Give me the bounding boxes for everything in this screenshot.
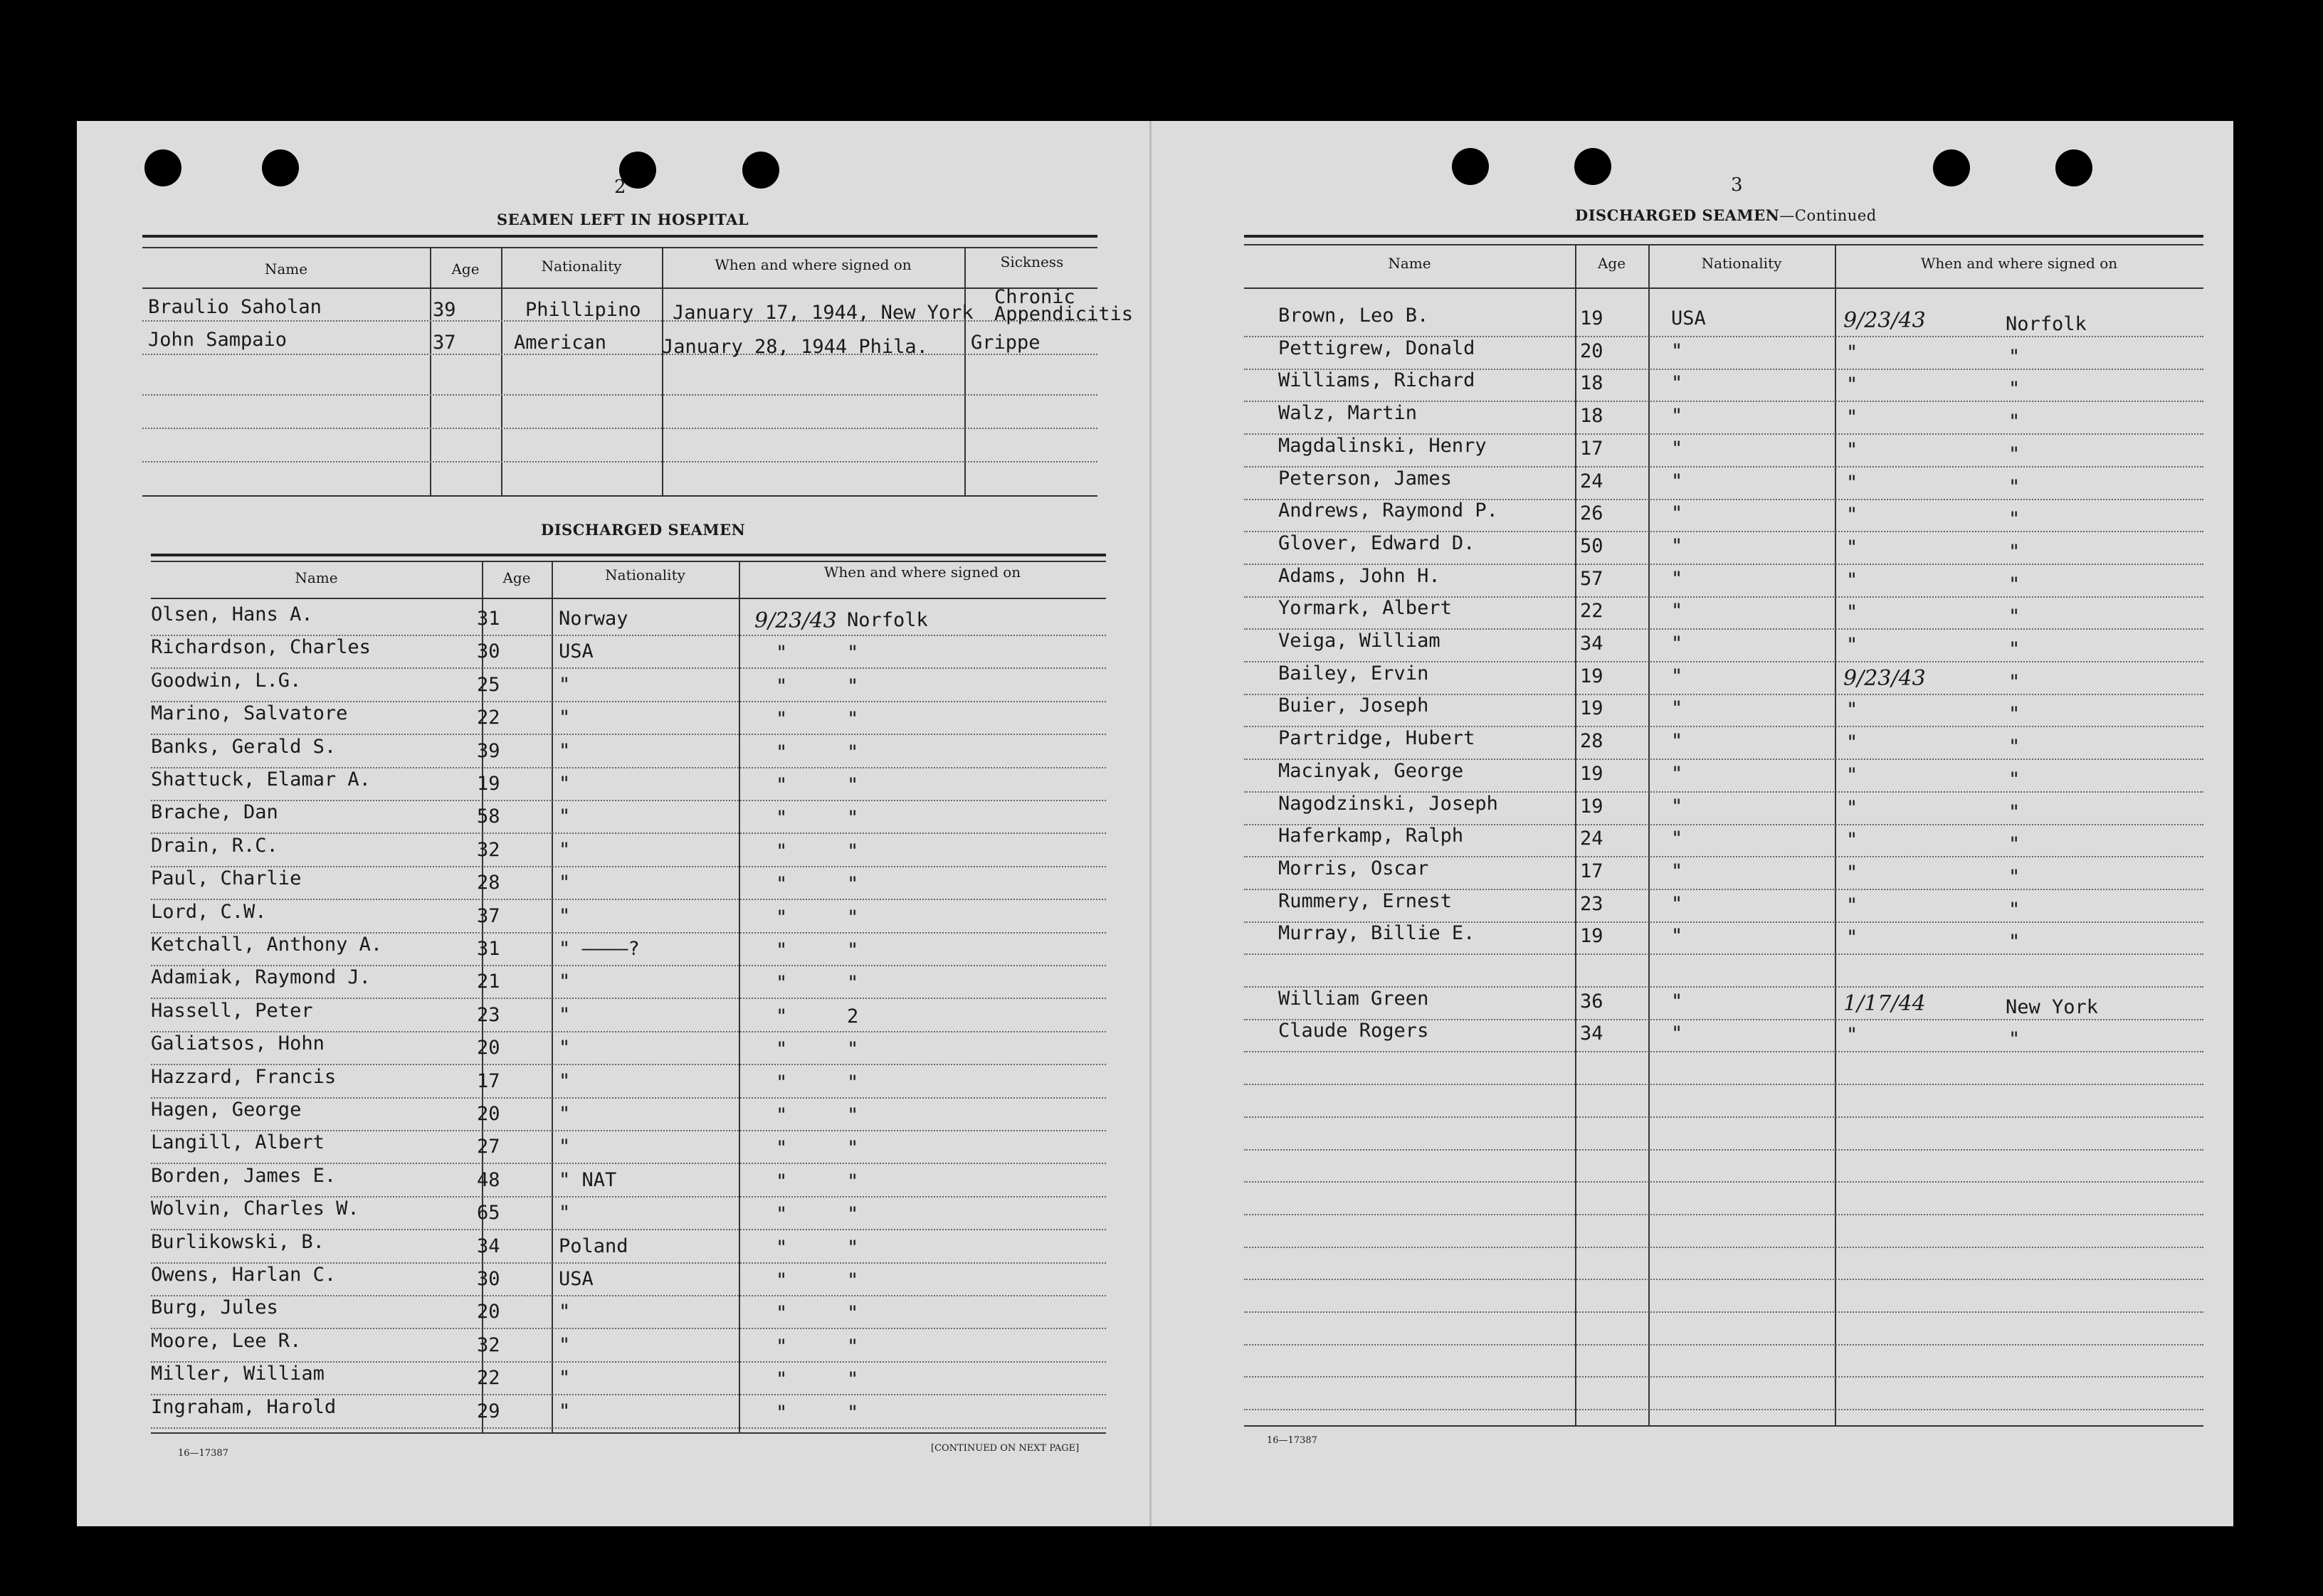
signed-on: January 28, 1944 Phila. <box>662 336 928 358</box>
signed-on-place: Norfolk <box>2006 313 2087 335</box>
seaman-name: Borden, James E. <box>151 1165 337 1187</box>
signed-on-place: " <box>2008 541 2021 563</box>
seaman-nationality: " <box>559 805 571 828</box>
seaman-age: 23 <box>1580 893 1603 915</box>
signed-on-date: " <box>776 1203 788 1225</box>
signed-on-place: " <box>847 708 859 730</box>
seaman-nationality: Poland <box>559 1235 628 1257</box>
signed-on-place: " <box>2008 703 2021 725</box>
seaman-nationality: American <box>514 332 607 354</box>
title-continued: —Continued <box>1779 207 1877 224</box>
title-bold: DISCHARGED SEAMEN <box>1575 206 1780 224</box>
seaman-age: 18 <box>1580 405 1603 427</box>
signed-on-place: " <box>2008 508 2021 530</box>
punch-hole <box>262 149 299 186</box>
seaman-name: Miller, William <box>151 1363 325 1385</box>
signed-on-place: " <box>847 741 859 763</box>
signed-on-date: " <box>1846 342 1858 364</box>
signed-on-date: " <box>1846 829 1858 851</box>
seaman-age: 32 <box>477 1334 500 1356</box>
col-header-age: Age <box>502 569 531 586</box>
seaman-name: Ketchall, Anthony A. <box>151 934 383 956</box>
seaman-age: 57 <box>1580 568 1603 590</box>
signed-on-place: " <box>847 642 859 664</box>
center-fold <box>1149 121 1152 1526</box>
signed-on-place: " <box>2008 736 2021 758</box>
signed-on-date: " <box>776 1137 788 1159</box>
seaman-age: 58 <box>477 805 500 828</box>
signed-on-place: " <box>2008 866 2021 888</box>
signed-on-date: " <box>776 840 788 862</box>
seaman-name: Yormark, Albert <box>1278 597 1452 619</box>
seaman-nationality: " <box>1671 990 1683 1013</box>
seaman-name: Drain, R.C. <box>151 835 278 857</box>
sickness: Grippe <box>971 332 1041 354</box>
signed-on-place: " <box>847 1072 859 1094</box>
form-number: 16—17387 <box>178 1448 228 1459</box>
seaman-nationality: " <box>1671 438 1683 460</box>
punch-hole <box>1574 148 1611 185</box>
seaman-name: Walz, Martin <box>1278 402 1418 424</box>
seaman-age: 30 <box>477 640 500 662</box>
seaman-nationality: " <box>1671 665 1683 687</box>
signed-on-date: " <box>1846 504 1858 526</box>
signed-on-date: " <box>776 774 788 796</box>
sickness: Appendicitis <box>994 303 1134 325</box>
signed-on-date: " <box>776 708 788 730</box>
seaman-age: 39 <box>433 299 456 321</box>
signed-on-date: " <box>776 972 788 994</box>
seaman-nationality: " <box>559 872 571 894</box>
signed-on-place: " <box>2008 899 2021 921</box>
seaman-name: Owens, Harlan C. <box>151 1264 337 1286</box>
seaman-nationality: " <box>1671 697 1683 719</box>
seaman-name: Haferkamp, Ralph <box>1278 825 1464 847</box>
signed-on-place: " <box>2008 833 2021 855</box>
seaman-name: Peterson, James <box>1278 467 1452 490</box>
seaman-age: 18 <box>1580 372 1603 394</box>
seaman-nationality: " <box>1671 600 1683 622</box>
signed-on-date: " <box>776 1170 788 1193</box>
signed-on-date: " <box>776 1269 788 1291</box>
signed-on-place: " <box>2008 801 2021 823</box>
seaman-age: 34 <box>1580 1022 1603 1045</box>
seaman-name: Bailey, Ervin <box>1278 662 1429 685</box>
seaman-age: 24 <box>1580 828 1603 850</box>
seaman-name: Pettigrew, Donald <box>1278 337 1475 359</box>
signed-on-date: " <box>776 1038 788 1060</box>
seaman-name: Langill, Albert <box>151 1131 325 1153</box>
seaman-name: Glover, Edward D. <box>1278 532 1475 554</box>
seaman-age: 22 <box>477 1367 500 1389</box>
signed-on-place: " <box>847 1336 859 1358</box>
seaman-name: Braulio Saholan <box>148 296 322 318</box>
signed-on-place: " <box>2008 476 2021 498</box>
seaman-nationality: " <box>1671 828 1683 850</box>
seaman-age: 19 <box>1580 307 1603 329</box>
seaman-nationality: " <box>1671 925 1683 947</box>
seaman-age: 20 <box>477 1037 500 1059</box>
col-header-signed-on: When and where signed on <box>1920 255 2118 272</box>
punch-hole <box>144 149 181 186</box>
col-header-name: Name <box>1388 255 1431 272</box>
signed-on-place: " <box>847 807 859 829</box>
seaman-name: Hazzard, Francis <box>151 1066 337 1088</box>
seaman-nationality: " <box>559 1136 571 1158</box>
signed-on-date: " <box>1846 406 1858 428</box>
seaman-nationality: " <box>559 839 571 861</box>
signed-on-place: " <box>847 840 859 862</box>
seaman-name: Olsen, Hans A. <box>151 603 313 625</box>
seaman-nationality: " <box>559 1103 571 1125</box>
seaman-age: 21 <box>477 971 500 993</box>
signed-on-place: " <box>2008 378 2021 400</box>
continued-note: [CONTINUED ON NEXT PAGE] <box>931 1443 1080 1454</box>
seaman-age: 17 <box>1580 438 1603 460</box>
signed-on-date: " <box>1846 634 1858 656</box>
seaman-age: 19 <box>1580 796 1603 818</box>
seaman-age: 24 <box>1580 470 1603 492</box>
signed-on-place: " <box>847 1170 859 1193</box>
signed-on-place: " <box>847 675 859 697</box>
seaman-name: Murray, Billie E. <box>1278 922 1475 944</box>
seaman-nationality: " <box>1671 763 1683 785</box>
seaman-age: 20 <box>1580 340 1603 362</box>
signed-on-place: " <box>2008 638 2021 660</box>
seaman-name: Lord, C.W. <box>151 901 267 923</box>
seaman-name: Rummery, Ernest <box>1278 890 1452 912</box>
seaman-age: 31 <box>477 608 500 630</box>
signed-on-place: " <box>847 1302 859 1324</box>
seaman-age: 34 <box>1580 633 1603 655</box>
signed-on-date: " <box>1846 894 1858 916</box>
seaman-nationality: Norway <box>559 608 628 630</box>
seaman-nationality: " <box>559 1037 571 1059</box>
seaman-name: Adamiak, Raymond J. <box>151 966 371 988</box>
seaman-name: Galiatsos, Hohn <box>151 1032 325 1055</box>
seaman-nationality: " <box>1671 405 1683 427</box>
signed-on-place: " <box>847 1038 859 1060</box>
seaman-age: 39 <box>477 740 500 762</box>
signed-on-date: " <box>1846 764 1858 786</box>
seaman-nationality: " <box>1671 535 1683 557</box>
seaman-name: Williams, Richard <box>1278 369 1475 391</box>
page-number: 3 <box>1731 174 1743 196</box>
signed-on-date: " <box>1846 472 1858 494</box>
seaman-nationality: " <box>1671 340 1683 362</box>
signed-on-place: " <box>847 1402 859 1424</box>
seaman-age: 26 <box>1580 502 1603 524</box>
seaman-name: Partridge, Hubert <box>1278 727 1475 749</box>
seaman-name: Veiga, William <box>1278 630 1440 652</box>
signed-on-date: 9/23/43 <box>1843 666 1926 691</box>
seaman-name: Andrews, Raymond P. <box>1278 500 1498 522</box>
col-header-name: Name <box>295 569 338 586</box>
signed-on-place: " <box>2008 411 2021 433</box>
col-header-sickness: Sickness <box>1000 253 1064 270</box>
seaman-name: Adams, John H. <box>1278 565 1440 587</box>
seaman-nationality: " <box>559 1070 571 1092</box>
signed-on-date: " <box>776 907 788 929</box>
seaman-age: 19 <box>1580 763 1603 785</box>
seaman-name: Marino, Salvatore <box>151 702 348 724</box>
punch-hole <box>1452 148 1489 185</box>
seaman-age: 23 <box>477 1004 500 1026</box>
seaman-name: Shattuck, Elamar A. <box>151 768 371 791</box>
seaman-nationality: " <box>559 707 571 729</box>
seaman-name: Burg, Jules <box>151 1296 278 1318</box>
signed-on-date: " <box>776 873 788 895</box>
seaman-name: John Sampaio <box>148 329 288 351</box>
seaman-age: 30 <box>477 1268 500 1290</box>
seaman-name: Richardson, Charles <box>151 636 371 658</box>
seaman-name: Wolvin, Charles W. <box>151 1198 359 1220</box>
col-header-age: Age <box>1597 255 1626 272</box>
signed-on-date: " <box>1846 1024 1858 1046</box>
seaman-nationality: " <box>559 905 571 927</box>
signed-on-date: " <box>776 1368 788 1390</box>
seaman-nationality: " <box>559 971 571 993</box>
signed-on-date: " <box>776 1237 788 1259</box>
seaman-age: 19 <box>477 773 500 795</box>
signed-on-date: 1/17/44 <box>1843 991 1926 1016</box>
signed-on-date: " <box>776 675 788 697</box>
seaman-age: 22 <box>477 707 500 729</box>
signed-on-date: " <box>776 1402 788 1424</box>
signed-on-date: 9/23/43 <box>754 608 837 633</box>
seaman-nationality: " <box>559 674 571 696</box>
signed-on-date: " <box>776 939 788 961</box>
col-header-age: Age <box>451 260 480 278</box>
signed-on-place: " <box>847 1137 859 1159</box>
seaman-age: 17 <box>1580 860 1603 882</box>
punch-hole <box>2055 149 2092 186</box>
seaman-nationality: " <box>1671 633 1683 655</box>
signed-on-date: " <box>776 1336 788 1358</box>
signed-on-place: " <box>847 1104 859 1126</box>
signed-on-place: New York <box>2006 996 2099 1018</box>
signed-on-place: " <box>847 1368 859 1390</box>
seaman-name: Morris, Oscar <box>1278 857 1429 879</box>
signed-on-place: " <box>847 774 859 796</box>
seaman-name: Magdalinski, Henry <box>1278 435 1487 457</box>
seaman-age: 29 <box>477 1400 500 1422</box>
section-title-discharged: DISCHARGED SEAMEN <box>541 521 746 539</box>
seaman-name: Brown, Leo B. <box>1278 305 1429 327</box>
col-header-signed-on: When and where signed on <box>823 564 1021 581</box>
section-title-hospital: SEAMEN LEFT IN HOSPITAL <box>497 211 749 228</box>
seaman-name: Hagen, George <box>151 1099 302 1121</box>
signed-on-place: " <box>2008 443 2021 465</box>
signed-on-place: 2 <box>847 1005 859 1027</box>
seaman-age: 31 <box>477 938 500 960</box>
seaman-nationality: " <box>1671 796 1683 818</box>
signed-on-date: " <box>1846 699 1858 721</box>
signed-on-date: " <box>776 1005 788 1027</box>
seaman-nationality: " <box>559 1367 571 1389</box>
seaman-nationality: " ————? <box>559 938 640 960</box>
signed-on-place: " <box>847 1237 859 1259</box>
signed-on-date: " <box>776 1302 788 1324</box>
seaman-nationality: " <box>1671 470 1683 492</box>
signed-on-date: " <box>1846 862 1858 884</box>
seaman-nationality: " <box>559 740 571 762</box>
seaman-nationality: USA <box>1671 307 1706 329</box>
seaman-nationality: " <box>1671 568 1683 590</box>
col-header-nationality: Nationality <box>605 566 685 583</box>
signed-on-date: " <box>1846 601 1858 623</box>
seaman-name: Buier, Joseph <box>1278 694 1429 717</box>
seaman-name: Hassell, Peter <box>151 1000 313 1022</box>
seaman-name: Burlikowski, B. <box>151 1231 325 1253</box>
seaman-age: 27 <box>477 1136 500 1158</box>
seaman-name: William Green <box>1278 988 1429 1010</box>
seaman-age: 25 <box>477 674 500 696</box>
col-header-name: Name <box>264 260 308 278</box>
form-number: 16—17387 <box>1267 1435 1317 1446</box>
col-header-nationality: Nationality <box>1701 255 1782 272</box>
signed-on-place: " <box>2008 768 2021 791</box>
seaman-name: Macinyak, George <box>1278 760 1464 782</box>
seaman-nationality: " NAT <box>559 1169 617 1191</box>
seaman-name: Ingraham, Harold <box>151 1396 337 1418</box>
seaman-name: Moore, Lee R. <box>151 1330 302 1352</box>
signed-on-date: " <box>776 807 788 829</box>
signed-on-date: " <box>776 741 788 763</box>
seaman-age: 22 <box>1580 600 1603 622</box>
signed-on-date: " <box>1846 537 1858 559</box>
signed-on-date: " <box>776 1072 788 1094</box>
seaman-nationality: " <box>1671 502 1683 524</box>
signed-on-date: " <box>1846 926 1858 948</box>
seaman-nationality: " <box>559 773 571 795</box>
punch-hole <box>1933 149 1970 186</box>
seaman-nationality: " <box>1671 860 1683 882</box>
signed-on-date: " <box>1846 374 1858 396</box>
seaman-age: 19 <box>1580 697 1603 719</box>
signed-on-place: " <box>2008 346 2021 368</box>
seaman-nationality: " <box>1671 893 1683 915</box>
sickness: Chronic <box>994 286 1075 308</box>
signed-on-place: " <box>2008 606 2021 628</box>
seaman-age: 36 <box>1580 990 1603 1013</box>
seaman-age: 37 <box>433 332 456 354</box>
seaman-nationality: " <box>559 1004 571 1026</box>
signed-on-place: " <box>847 1203 859 1225</box>
punch-hole <box>742 152 779 189</box>
signed-on-place: " <box>847 907 859 929</box>
signed-on-date: " <box>1846 569 1858 591</box>
seaman-nationality: USA <box>559 1268 594 1290</box>
seaman-nationality: Phillipino <box>525 299 641 321</box>
signed-on-place: " <box>2008 931 2021 953</box>
signed-on-date: " <box>1846 439 1858 461</box>
signed-on-place: Norfolk <box>847 609 928 631</box>
signed-on-place: " <box>2008 1028 2021 1050</box>
seaman-nationality: " <box>1671 1022 1683 1045</box>
seaman-nationality: " <box>559 1334 571 1356</box>
seaman-nationality: " <box>1671 372 1683 394</box>
seaman-age: 32 <box>477 839 500 861</box>
seaman-age: 34 <box>477 1235 500 1257</box>
col-header-nationality: Nationality <box>541 258 622 275</box>
seaman-age: 50 <box>1580 535 1603 557</box>
signed-on-place: " <box>847 972 859 994</box>
seaman-age: 20 <box>477 1301 500 1323</box>
seaman-name: Banks, Gerald S. <box>151 736 337 758</box>
seaman-nationality: " <box>559 1400 571 1422</box>
seaman-age: 28 <box>477 872 500 894</box>
seaman-nationality: " <box>559 1202 571 1224</box>
seaman-age: 37 <box>477 905 500 927</box>
seaman-age: 28 <box>1580 730 1603 752</box>
seaman-age: 17 <box>477 1070 500 1092</box>
signed-on: January 17, 1944, New York <box>673 302 974 324</box>
signed-on-date: 9/23/43 <box>1843 308 1926 333</box>
signed-on-place: " <box>2008 671 2021 693</box>
signed-on-place: " <box>847 1269 859 1291</box>
seaman-age: 48 <box>477 1169 500 1191</box>
seaman-name: Paul, Charlie <box>151 867 302 889</box>
signed-on-place: " <box>847 873 859 895</box>
seaman-age: 65 <box>477 1202 500 1224</box>
seaman-nationality: USA <box>559 640 594 662</box>
seaman-name: Nagodzinski, Joseph <box>1278 793 1498 815</box>
signed-on-place: " <box>2008 574 2021 596</box>
seaman-age: 20 <box>477 1103 500 1125</box>
section-title-discharged-continued <box>1575 206 1877 224</box>
col-header-signed-on: When and where signed on <box>715 256 912 273</box>
seaman-age: 19 <box>1580 925 1603 947</box>
seaman-name: Goodwin, L.G. <box>151 670 302 692</box>
signed-on-date: " <box>1846 797 1858 819</box>
signed-on-place: " <box>847 939 859 961</box>
page-number: 2 <box>614 176 626 198</box>
signed-on-date: " <box>776 1104 788 1126</box>
seaman-age: 19 <box>1580 665 1603 687</box>
signed-on-date: " <box>1846 731 1858 754</box>
seaman-name: Claude Rogers <box>1278 1020 1429 1042</box>
seaman-nationality: " <box>559 1301 571 1323</box>
seaman-name: Brache, Dan <box>151 801 278 823</box>
seaman-nationality: " <box>1671 730 1683 752</box>
signed-on-date: " <box>776 642 788 664</box>
